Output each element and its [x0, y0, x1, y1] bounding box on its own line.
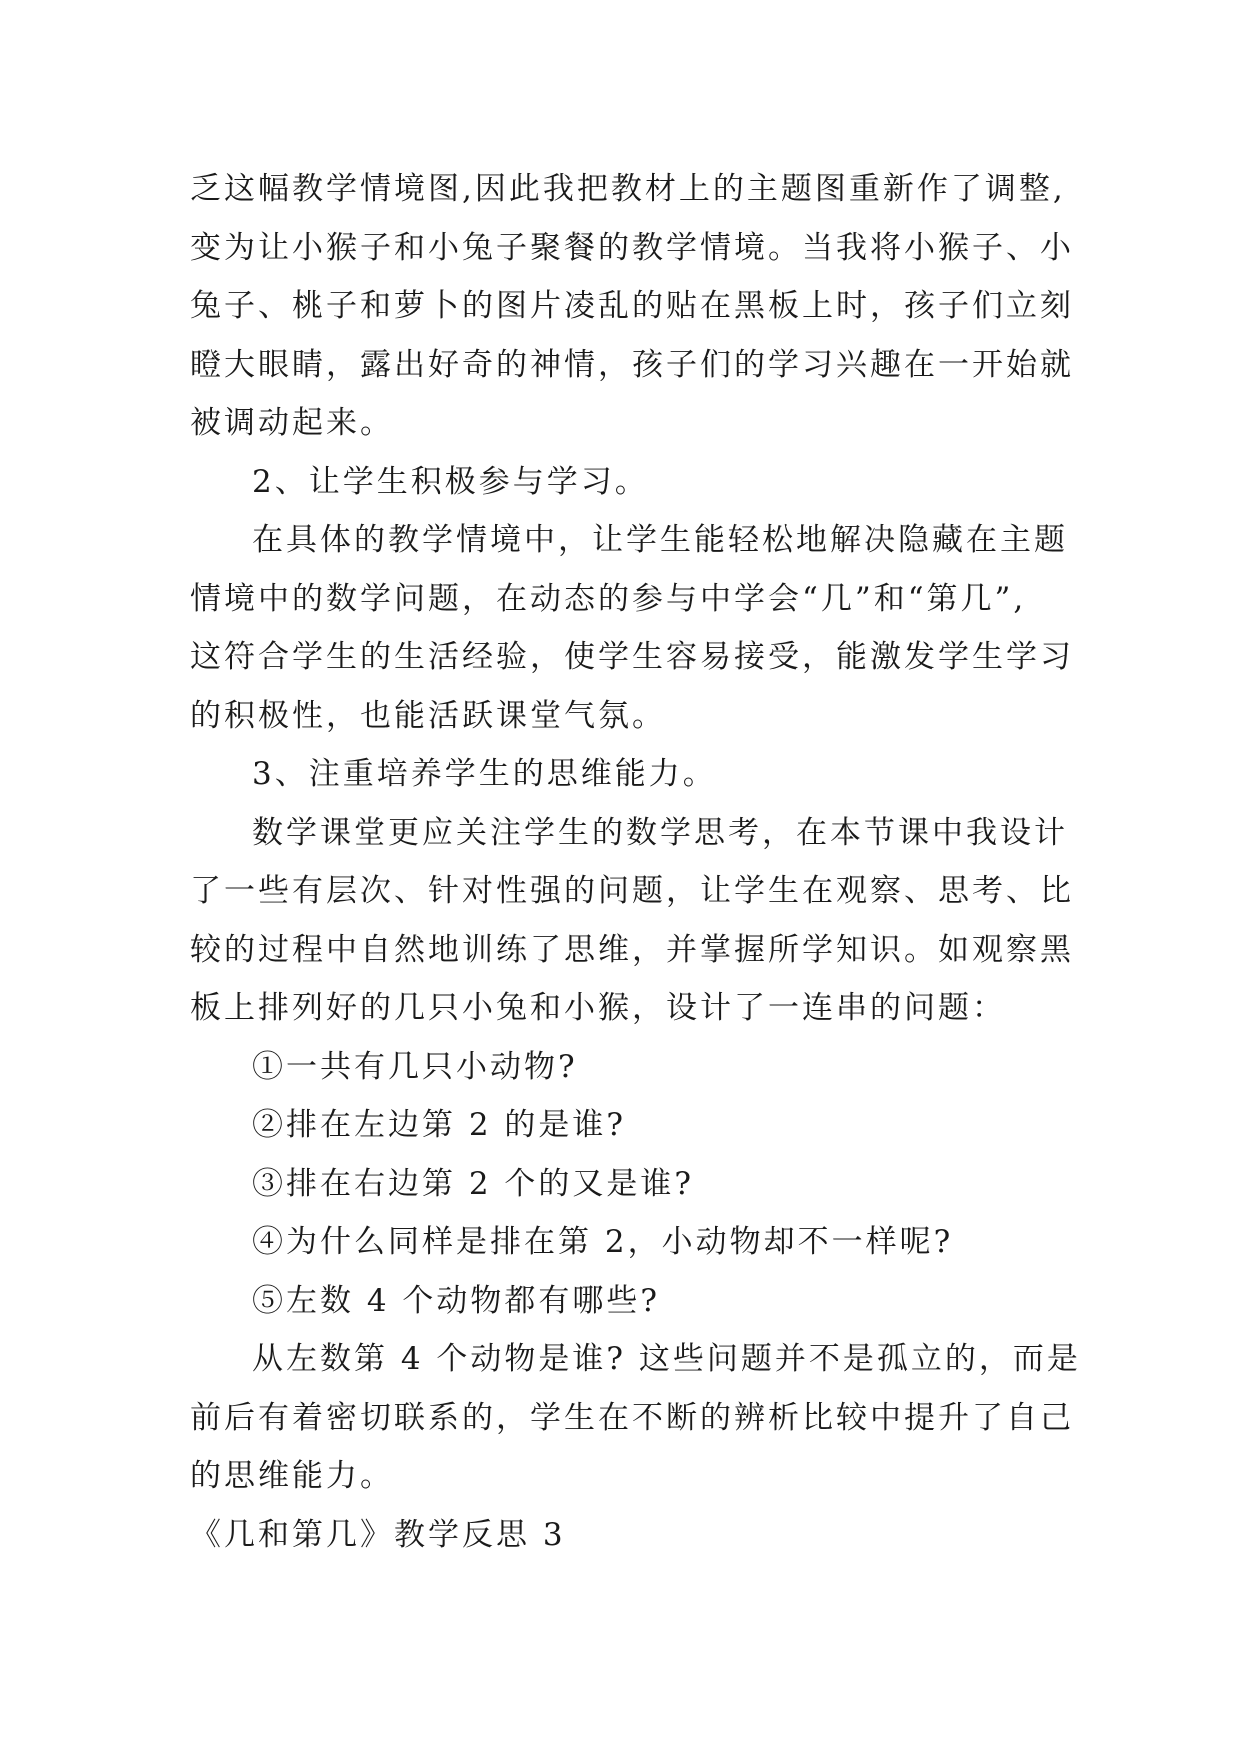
text-line: 的积极性，也能活跃课堂气氛。: [190, 697, 666, 734]
text-line: 被调动起来。: [190, 405, 394, 441]
text-line: 了一些有层次、针对性强的问题，让学生在观察、思考、比: [190, 873, 1074, 909]
section-heading: 2、让学生积极参与学习。: [252, 463, 649, 500]
question-item: ⑤左数 4 个动物都有哪些?: [252, 1282, 661, 1319]
question-item: ③排在右边第 2 个的又是谁?: [252, 1165, 695, 1202]
text-line: 在具体的教学情境中，让学生能轻松地解决隐藏在主题: [252, 522, 1068, 558]
text-line: 这符合学生的生活经验，使学生容易接受，能激发学生学习: [190, 639, 1074, 675]
text-line: 情境中的数学问题，在动态的参与中学会“几”和“第几”,: [190, 580, 1027, 617]
question-item: ②排在左边第 2 的是谁?: [252, 1107, 627, 1143]
question-item: ①一共有几只小动物?: [252, 1048, 578, 1085]
text-line: 的思维能力。: [190, 1458, 394, 1494]
text-line: 前后有着密切联系的，学生在不断的辨析比较中提升了自己: [190, 1399, 1074, 1436]
question-item: ④为什么同样是排在第 2，小动物却不一样呢?: [252, 1224, 954, 1260]
next-section-title: 《几和第几》教学反思 3: [190, 1516, 566, 1553]
document-body: [190, 160, 1090, 1564]
text-line: 数学课堂更应关注学生的数学思考，在本节课中我设计: [252, 814, 1068, 851]
text-line: 从左数第 4 个动物是谁? 这些问题并不是孤立的，而是: [252, 1341, 1081, 1377]
section-heading: 3、注重培养学生的思维能力。: [252, 756, 717, 792]
text-line: 板上排列好的几只小兔和小猴，设计了一连串的问题：: [190, 990, 1006, 1026]
text-line: 乏这幅教学情境图,因此我把教材上的主题图重新作了调整,: [190, 171, 1066, 207]
text-line: 兔子、桃子和萝卜的图片凌乱的贴在黑板上时，孩子们立刻: [190, 288, 1074, 324]
text-line: 瞪大眼睛，露出好奇的神情，孩子们的学习兴趣在一开始就: [190, 346, 1074, 383]
text-line: 变为让小猴子和小兔子聚餐的教学情境。当我将小猴子、小: [190, 229, 1074, 266]
text-line: 较的过程中自然地训练了思维，并掌握所学知识。如观察黑: [190, 931, 1074, 968]
